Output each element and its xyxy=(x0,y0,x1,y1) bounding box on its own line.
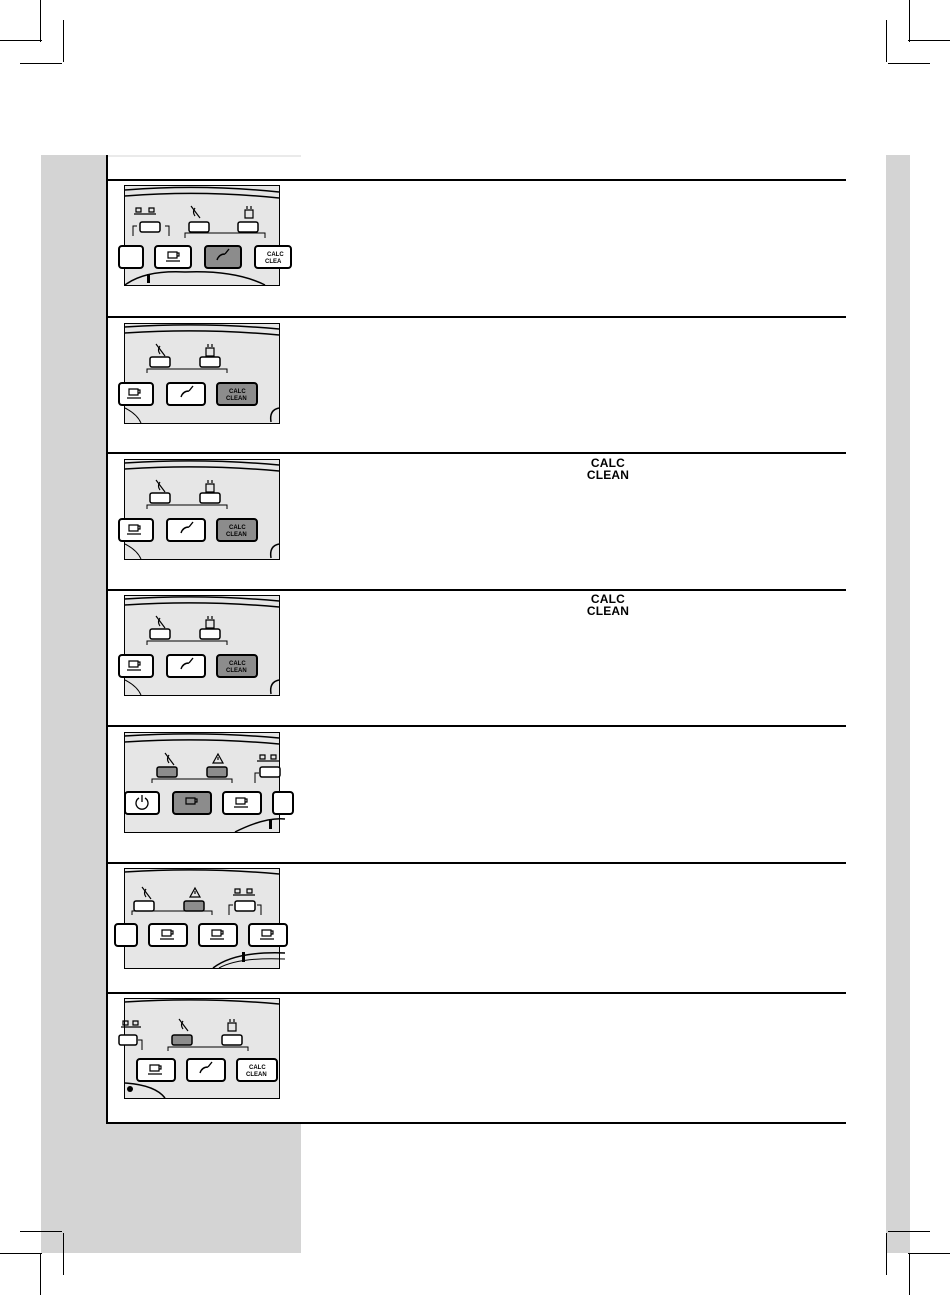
svg-text:CALC: CALC xyxy=(249,1065,266,1071)
right-gray-band xyxy=(886,155,910,1253)
crop-mark xyxy=(886,20,887,62)
steam-button xyxy=(167,519,205,541)
crop-mark xyxy=(63,1233,64,1275)
crop-mark xyxy=(908,1253,950,1254)
warning-icon xyxy=(213,754,223,763)
row-divider xyxy=(106,316,846,318)
calc-clean-symbol-label xyxy=(578,457,638,481)
calc-text: CALC xyxy=(590,456,626,470)
control-panel-illustration-7 xyxy=(124,998,280,1099)
crop-mark xyxy=(40,0,41,42)
led-indicator xyxy=(134,901,154,911)
crop-mark xyxy=(20,1231,62,1232)
cup-icon xyxy=(134,208,156,214)
led-indicator xyxy=(150,493,170,503)
crop-mark xyxy=(0,1253,42,1254)
svg-text:CALC: CALC xyxy=(229,525,246,531)
led-indicator xyxy=(119,1035,137,1045)
row-divider xyxy=(106,992,846,994)
crop-mark xyxy=(909,0,910,42)
left-gray-band xyxy=(41,155,106,1253)
calc-clean-symbol-label xyxy=(578,593,638,617)
no-steam-icon xyxy=(156,480,165,492)
warning-icon xyxy=(190,888,200,897)
svg-text:CALC: CALC xyxy=(229,661,246,667)
water-tank-icon xyxy=(206,480,214,492)
crop-mark xyxy=(0,40,42,41)
coffee-button xyxy=(249,924,287,946)
espresso-button xyxy=(149,924,187,946)
water-tank-icon xyxy=(206,616,214,628)
calc-text: CALC xyxy=(590,592,626,606)
row-divider xyxy=(106,179,846,181)
cup-icon xyxy=(121,1021,141,1027)
row-divider xyxy=(106,1122,846,1124)
coffee-button xyxy=(119,655,153,677)
led-indicator-lit xyxy=(207,767,227,777)
svg-text:CLEAN: CLEAN xyxy=(246,1072,267,1078)
led-indicator xyxy=(140,222,160,232)
control-panel-illustration-6 xyxy=(124,868,280,969)
crop-mark xyxy=(20,63,62,64)
crop-mark xyxy=(909,1253,910,1295)
led-indicator xyxy=(200,493,220,503)
no-steam-icon xyxy=(156,616,165,628)
svg-text:CALC: CALC xyxy=(229,389,246,395)
led-indicator xyxy=(238,222,258,232)
no-steam-icon xyxy=(179,1019,188,1031)
water-tank-icon xyxy=(206,344,214,356)
machine-button xyxy=(273,792,293,814)
steam-button xyxy=(187,1059,225,1081)
led-indicator-lit xyxy=(172,1035,192,1045)
svg-text:CLEAN: CLEAN xyxy=(226,668,247,674)
cup-icon xyxy=(257,755,279,761)
crop-mark xyxy=(63,20,64,62)
led-indicator xyxy=(150,629,170,639)
crop-mark xyxy=(888,63,930,64)
led-indicator xyxy=(222,1035,242,1045)
led-indicator xyxy=(189,222,209,232)
water-tank-icon xyxy=(228,1019,236,1031)
svg-text:CLEAN: CLEAN xyxy=(226,396,247,402)
espresso-button-lit xyxy=(173,792,211,814)
crop-mark xyxy=(40,1253,41,1295)
svg-text:CLEA: CLEA xyxy=(265,259,282,265)
led-indicator xyxy=(200,357,220,367)
row-divider xyxy=(106,725,846,727)
led-indicator xyxy=(200,629,220,639)
no-steam-icon xyxy=(156,344,165,356)
led-indicator xyxy=(235,901,255,911)
coffee-button xyxy=(199,924,237,946)
led-indicator-lit xyxy=(157,767,177,777)
no-steam-icon xyxy=(165,753,174,765)
steam-button xyxy=(167,655,205,677)
no-steam-icon xyxy=(142,887,151,899)
control-panel-illustration-5 xyxy=(124,732,280,833)
top-white-strip xyxy=(106,155,301,157)
clean-text: CLEAN xyxy=(586,604,630,618)
svg-text:CLEAN: CLEAN xyxy=(226,532,247,538)
machine-button xyxy=(119,246,143,268)
clean-text: CLEAN xyxy=(586,468,630,482)
coffee-button xyxy=(223,792,261,814)
row-divider xyxy=(106,589,846,591)
led-indicator-lit xyxy=(184,901,204,911)
cup-icon xyxy=(233,889,255,895)
crop-mark xyxy=(886,1233,887,1275)
coffee-button xyxy=(119,519,153,541)
row-divider xyxy=(106,452,846,454)
no-steam-icon xyxy=(191,206,200,218)
crop-mark xyxy=(908,40,950,41)
led-indicator xyxy=(260,767,280,777)
coffee-button xyxy=(137,1059,175,1081)
bottom-left-gray-block xyxy=(41,1124,301,1253)
steam-button-lit xyxy=(205,246,241,268)
control-panel-illustration-3 xyxy=(124,459,280,560)
crop-mark xyxy=(888,1231,930,1232)
control-panel-illustration-1 xyxy=(124,185,284,286)
coffee-button xyxy=(119,383,153,405)
control-panel-illustration-4 xyxy=(124,595,280,696)
control-panel-illustration-2 xyxy=(124,323,280,424)
espresso-button xyxy=(155,246,191,268)
table-left-rule xyxy=(106,155,108,1124)
svg-text:CALC: CALC xyxy=(267,252,284,258)
row-divider xyxy=(106,862,846,864)
steam-button xyxy=(167,383,205,405)
machine-button xyxy=(115,924,137,946)
led-indicator xyxy=(150,357,170,367)
water-tank-icon xyxy=(245,206,253,218)
